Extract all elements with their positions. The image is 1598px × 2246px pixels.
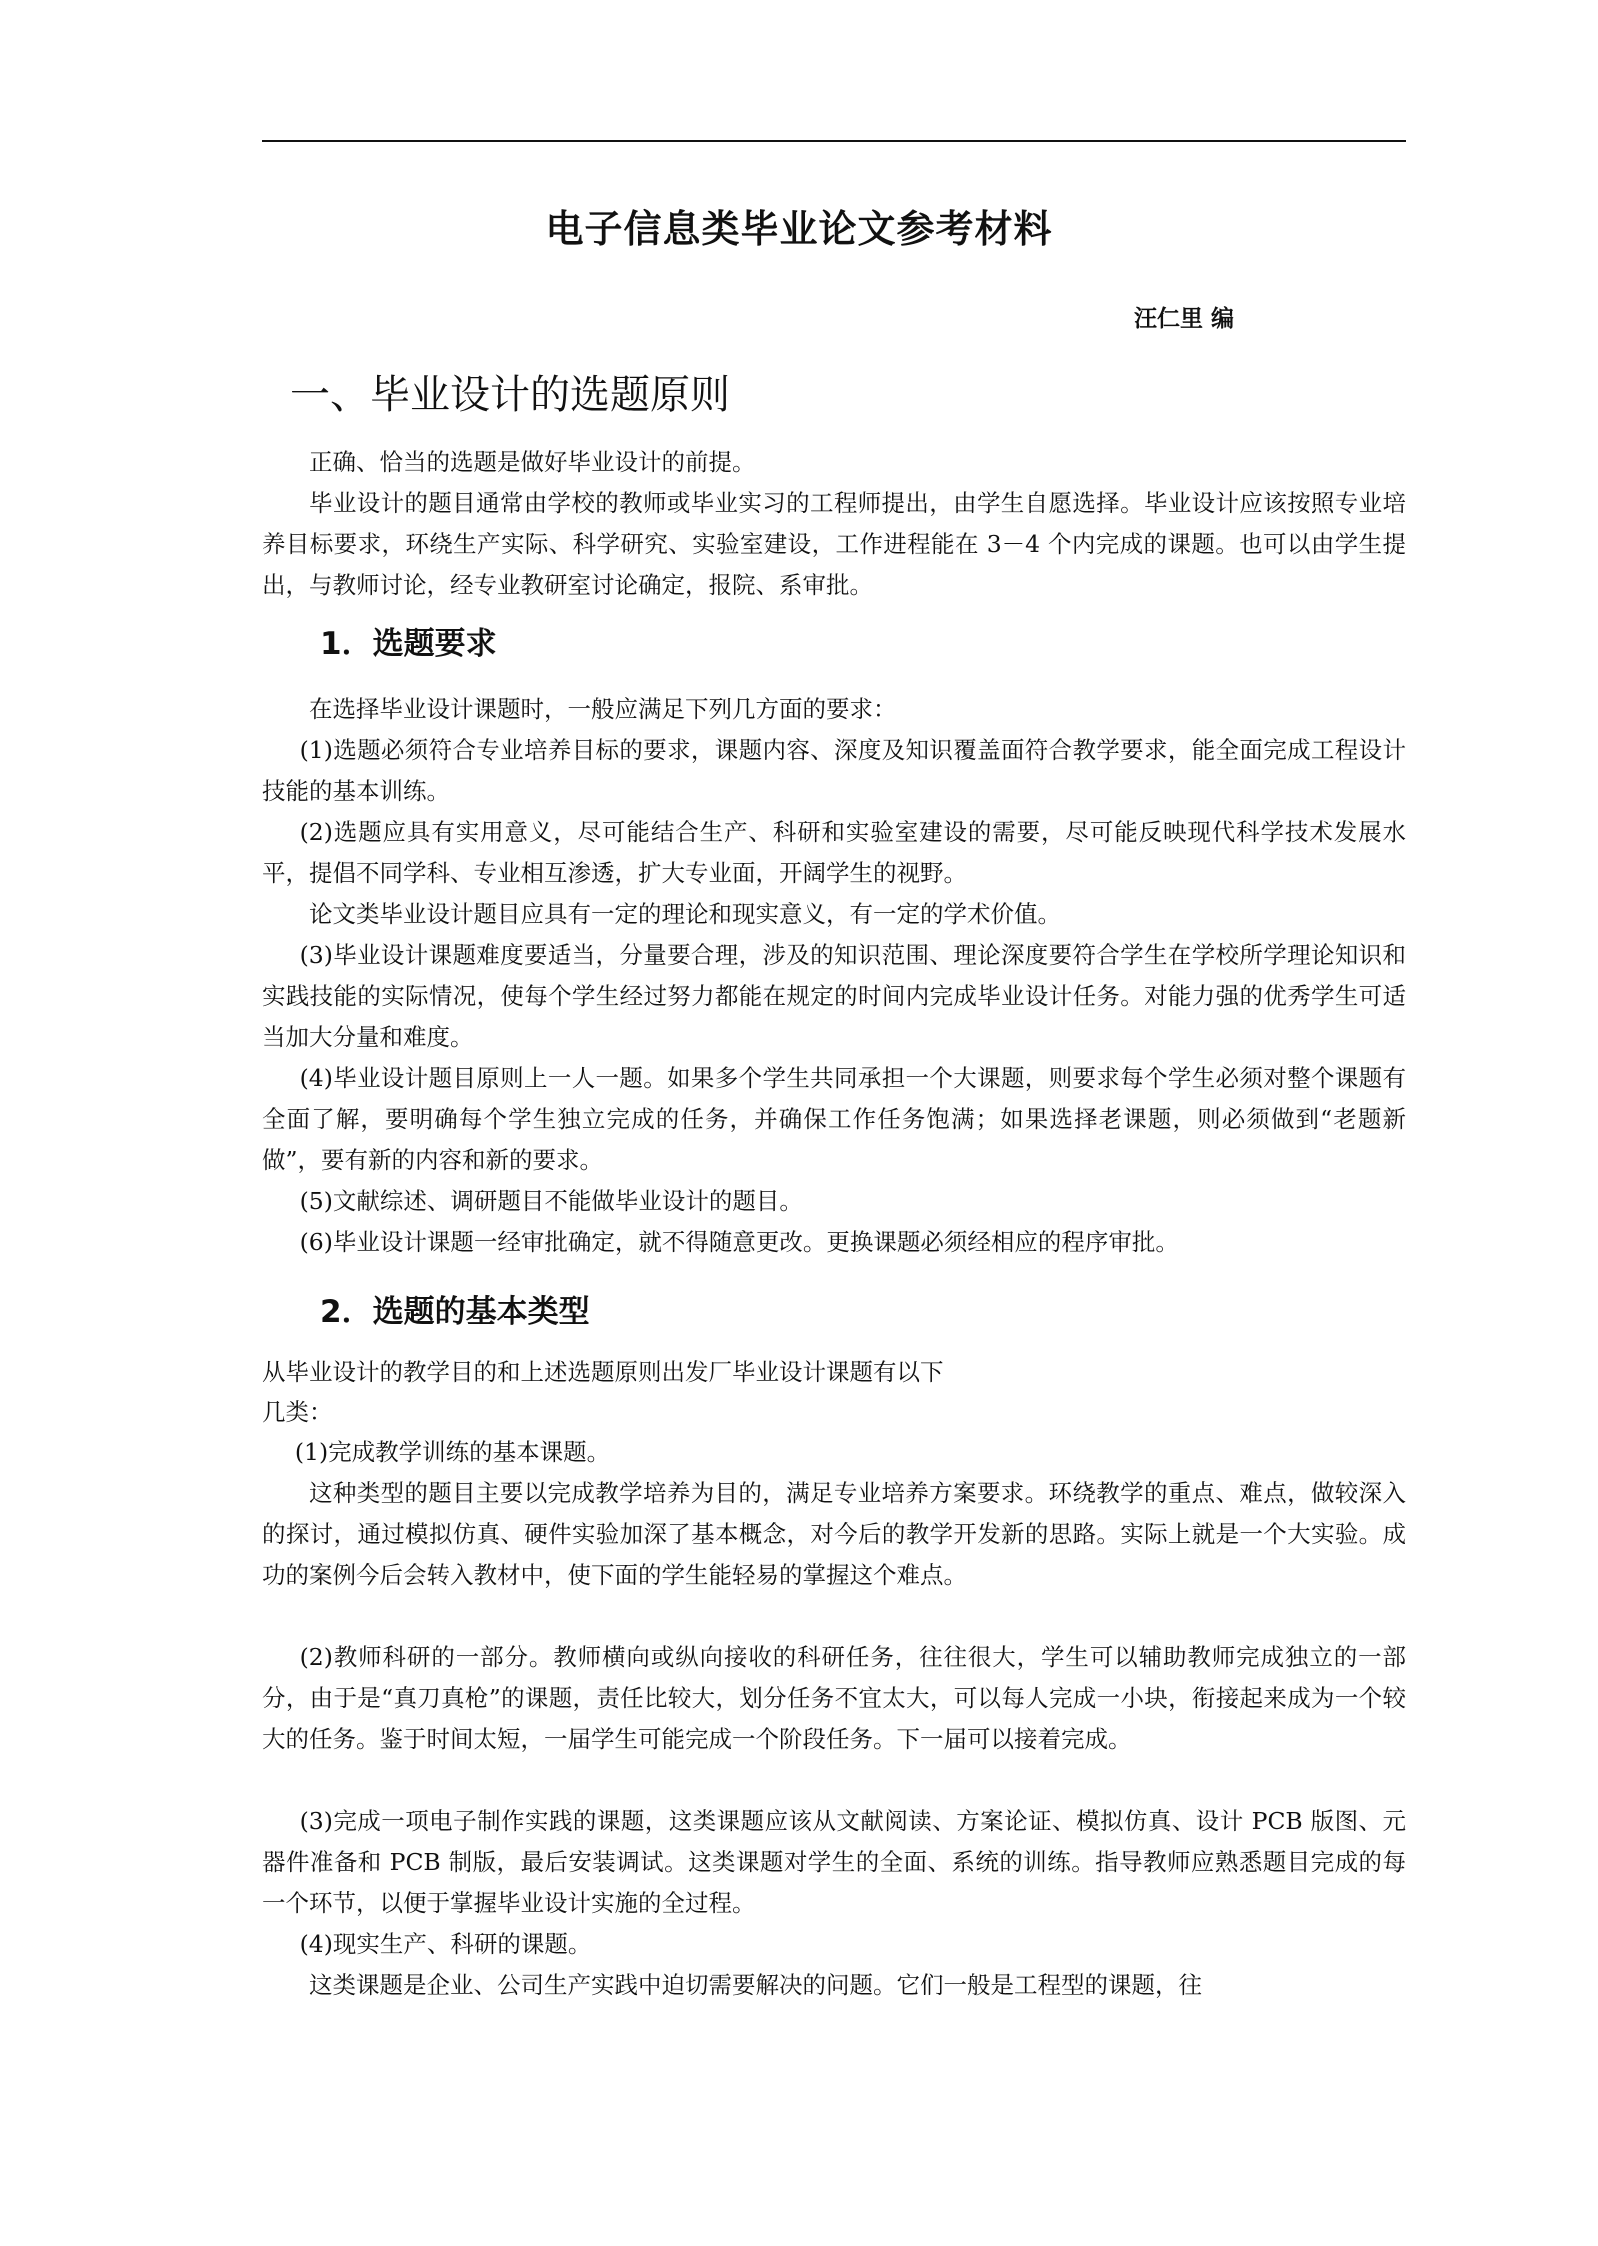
document-author: 汪仁里 编 bbox=[1133, 306, 1234, 332]
type-item-4-description: 这类课题是企业、公司生产实践中迫切需要解决的问题。它们一般是工程型的课题，往 bbox=[309, 1971, 1202, 1999]
requirement-item-3: (3)毕业设计课题难度要适当，分量要合理，涉及的知识范围、理论深度要符合学生在学校所学理论知识和实践技能的实际情况，使每个学生经过努力都能在规定的时间内完成毕业设计任务。对能力强的优秀学生可适当加大分量和难度。 bbox=[262, 941, 1406, 1051]
section-heading: 一、毕业设计的选题原则 bbox=[290, 372, 730, 418]
type-item-2: (2)教师科研的一部分。教师横向或纵向接收的科研任务，往往很大，学生可以辅助教师完成独立的一部分，由于是“真刀真枪”的课题，责任比较大，划分任务不宜太大，可以每人完成一小块，衔接起来成为一个较大的任务。鉴于时间太短，一届学生可能完成一个阶段任务。下一届可以接着完成。 bbox=[262, 1643, 1406, 1753]
intro-paragraph-1: 正确、恰当的选题是做好毕业设计的前提。 bbox=[309, 448, 756, 476]
types-lead-line-1: 从毕业设计的教学目的和上述选题原则出发厂毕业设计课题有以下 bbox=[262, 1358, 944, 1386]
requirement-note: 论文类毕业设计题目应具有一定的理论和现实意义，有一定的学术价值。 bbox=[309, 900, 1061, 928]
document-title: 电子信息类毕业论文参考材料 bbox=[545, 207, 1053, 251]
requirement-item-2: (2)选题应具有实用意义，尽可能结合生产、科研和实验室建设的需要，尽可能反映现代科学技术发展水平，提倡不同学科、专业相互渗透，扩大专业面，开阔学生的视野。 bbox=[262, 818, 1406, 887]
subheading-requirements: 1．选题要求 bbox=[320, 626, 497, 662]
type-item-3: (3)完成一项电子制作实践的课题，这类课题应该从文献阅读、方案论证、模拟仿真、设计 PCB 版图、元器件准备和 PCB 制版，最后安装调试。这类课题对学生的全面、系统的训练。指导教师应熟悉题目完成的每一个环节，以便于掌握毕业设计实施的全过程。 bbox=[262, 1807, 1406, 1917]
subheading-types: 2．选题的基本类型 bbox=[320, 1294, 590, 1330]
requirements-lead: 在选择毕业设计课题时，一般应满足下列几方面的要求： bbox=[309, 695, 897, 723]
type-item-1-description: 这种类型的题目主要以完成教学培养为目的，满足专业培养方案要求。环绕教学的重点、难点，做较深入的探讨，通过模拟仿真、硬件实验加深了基本概念，对今后的教学开发新的思路。实际上就是一个大实验。成功的案例今后会转入教材中，使下面的学生能轻易的掌握这个难点。 bbox=[262, 1479, 1406, 1589]
requirement-item-1: (1)选题必须符合专业培养目标的要求，课题内容、深度及知识覆盖面符合教学要求，能全面完成工程设计技能的基本训练。 bbox=[262, 736, 1406, 805]
intro-paragraph-2: 毕业设计的题目通常由学校的教师或毕业实习的工程师提出，由学生自愿选择。毕业设计应该按照专业培养目标要求，环绕生产实际、科学研究、实验室建设，工作进程能在 3－4 个内完成的课题。也可以由学生提出，与教师讨论，经专业教研室讨论确定，报院、系审批。 bbox=[262, 489, 1406, 599]
types-lead-line-2: 几类： bbox=[262, 1398, 333, 1426]
requirement-item-4: (4)毕业设计题目原则上一人一题。如果多个学生共同承担一个大课题，则要求每个学生必须对整个课题有全面了解，要明确每个学生独立完成的任务，并确保工作任务饱满；如果选择老课题，则必须做到“老题新做”，要有新的内容和新的要求。 bbox=[262, 1064, 1406, 1174]
requirement-item-5: (5)文献综述、调研题目不能做毕业设计的题目。 bbox=[299, 1187, 803, 1215]
header-rule bbox=[262, 140, 1406, 142]
type-item-1: (1)完成教学训练的基本课题。 bbox=[294, 1438, 611, 1466]
type-item-4: (4)现实生产、科研的课题。 bbox=[299, 1930, 592, 1958]
requirement-item-6: (6)毕业设计课题一经审批确定，就不得随意更改。更换课题必须经相应的程序审批。 bbox=[299, 1228, 1179, 1256]
